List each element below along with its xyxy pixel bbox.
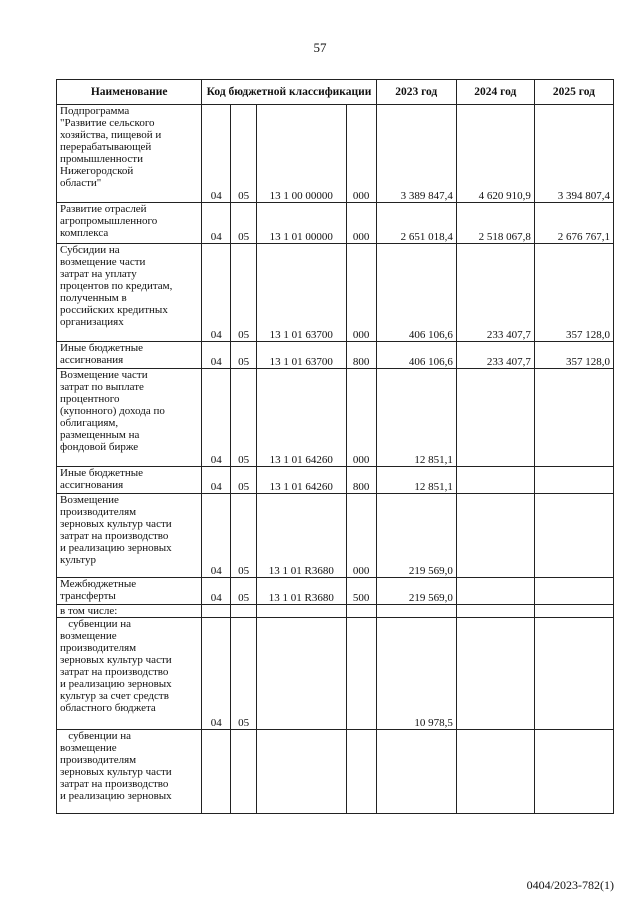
table-row [57,578,614,605]
code-target: 13 1 01 64260 [256,369,346,467]
row-name [57,618,202,730]
row-name-line: культур за счет средств [60,690,169,702]
code-subsection [231,605,257,618]
row-name-line: и реализацию зерновых [60,542,172,554]
row-name-line: производителям [60,506,137,518]
table-row [57,618,614,730]
code-expense-type: 000 [346,369,376,467]
row-name [57,203,202,244]
value-2024 [456,605,534,618]
row-name-line: Развитие отраслей [60,203,147,215]
row-name-line: субвенции на [60,618,132,630]
row-name-line: затрат по выплате [60,381,144,393]
value-2023: 219 569,0 [376,494,456,578]
row-name-line: зерновых культур части [60,766,172,778]
row-name [57,578,202,605]
code-target: 13 1 01 R3680 [256,578,346,605]
row-name-line: российских кредитных [60,304,168,316]
code-section: 04 [202,244,231,342]
row-name [57,342,202,369]
value-2024 [456,730,534,814]
code-subsection: 05 [231,494,257,578]
value-2025 [534,618,613,730]
value-2023: 12 851,1 [376,369,456,467]
row-name-line: зерновых культур части [60,654,172,666]
code-section: 04 [202,494,231,578]
row-name-line: производителям [60,642,137,654]
code-expense-type: 000 [346,203,376,244]
row-name-line: промышленности [60,153,143,165]
row-name-line: Возмещение части [60,369,148,381]
code-expense-type: 000 [346,494,376,578]
value-2024 [456,369,534,467]
code-expense-type: 000 [346,244,376,342]
code-subsection: 05 [231,369,257,467]
row-name-line: организациях [60,316,124,328]
row-name-line: затрат на уплату [60,268,137,280]
row-name-line: ассигнования [60,479,124,491]
value-2023 [376,730,456,814]
document-id: 0404/2023-782(1) [526,878,614,892]
code-subsection [231,730,257,814]
value-2023: 406 106,6 [376,244,456,342]
row-name-line: Подпрограмма [60,105,130,117]
table-row [57,494,614,578]
value-2025 [534,578,613,605]
row-name [57,244,202,342]
row-name [57,494,202,578]
row-name-line: хозяйства, пищевой и [60,129,162,141]
code-section: 04 [202,467,231,494]
row-name-line: Иные бюджетные [60,467,144,479]
code-target: 13 1 00 00000 [256,105,346,203]
row-name-line: "Развитие сельского [60,117,155,129]
value-2024: 233 407,7 [456,244,534,342]
row-name-line: в том числе: [60,605,118,617]
row-name [57,467,202,494]
row-name-line: возмещение части [60,256,146,268]
code-section: 04 [202,618,231,730]
code-subsection: 05 [231,467,257,494]
row-name-line: субвенции на [60,730,132,742]
row-name-line: полученным в [60,292,127,304]
value-2024 [456,467,534,494]
code-target: 13 1 01 R3680 [256,494,346,578]
value-2025: 3 394 807,4 [534,105,613,203]
row-name [57,105,202,203]
row-name [57,605,202,618]
budget-table [56,79,614,814]
table-row [57,342,614,369]
table-body [57,105,614,814]
row-name-line: и реализацию зерновых [60,790,172,802]
code-expense-type: 800 [346,342,376,369]
row-name-line: комплекса [60,227,109,239]
header-2024: 2024 год [456,80,534,105]
row-name-line: возмещение [60,742,117,754]
code-expense-type: 000 [346,105,376,203]
value-2023: 2 651 018,4 [376,203,456,244]
page-number: 57 [313,40,327,55]
row-name-line: процентного [60,393,120,405]
value-2023: 219 569,0 [376,578,456,605]
value-2025 [534,730,613,814]
table-row [57,105,614,203]
value-2024: 2 518 067,8 [456,203,534,244]
value-2023: 3 389 847,4 [376,105,456,203]
value-2023: 406 106,6 [376,342,456,369]
header-name: Наименование [57,80,202,105]
code-target [256,618,346,730]
code-section [202,730,231,814]
value-2025: 357 128,0 [534,244,613,342]
code-expense-type: 800 [346,467,376,494]
row-name [57,730,202,814]
table-row [57,730,614,814]
code-expense-type: 500 [346,578,376,605]
row-name-line: (купонного) дохода по [60,405,165,417]
row-name-line: Иные бюджетные [60,342,144,354]
row-name-line: возмещение [60,630,117,642]
row-name-line: перерабатывающей [60,141,152,153]
row-name-line: зерновых культур части [60,518,172,530]
code-expense-type [346,605,376,618]
code-subsection: 05 [231,203,257,244]
value-2025 [534,369,613,467]
code-subsection: 05 [231,342,257,369]
row-name-line: областного бюджета [60,702,156,714]
code-subsection: 05 [231,578,257,605]
value-2024 [456,494,534,578]
value-2023: 12 851,1 [376,467,456,494]
value-2025 [534,605,613,618]
table-row [57,467,614,494]
value-2023 [376,605,456,618]
header-2025: 2025 год [534,80,613,105]
code-target [256,605,346,618]
code-target [256,730,346,814]
row-name-line: процентов по кредитам, [60,280,173,292]
code-target: 13 1 01 63700 [256,342,346,369]
value-2025: 357 128,0 [534,342,613,369]
row-name-line: облигациям, [60,417,119,429]
code-section: 04 [202,369,231,467]
row-name-line: Нижегородской [60,165,134,177]
row-name-line: фондовой бирже [60,441,139,453]
value-2024: 233 407,7 [456,342,534,369]
code-section: 04 [202,342,231,369]
code-target: 13 1 01 00000 [256,203,346,244]
header-code: Код бюджетной классификации [202,80,376,105]
code-subsection: 05 [231,105,257,203]
code-section: 04 [202,203,231,244]
code-target: 13 1 01 63700 [256,244,346,342]
row-name-line: производителям [60,754,137,766]
header-2023: 2023 год [376,80,456,105]
value-2024 [456,578,534,605]
value-2024 [456,618,534,730]
row-name-line: ассигнования [60,354,124,366]
row-name-line: Возмещение [60,494,119,506]
row-name-line: размещенным на [60,429,140,441]
value-2023: 10 978,5 [376,618,456,730]
code-section: 04 [202,578,231,605]
row-name-line: затрат на производство [60,778,169,790]
code-subsection: 05 [231,244,257,342]
row-name-line: затрат на производство [60,530,169,542]
row-name [57,369,202,467]
code-target: 13 1 01 64260 [256,467,346,494]
table-header-row [57,80,614,105]
row-name-line: затрат на производство [60,666,169,678]
row-name-line: области" [60,177,102,189]
row-name-line: агропромышленного [60,215,158,227]
row-name-line: Межбюджетные [60,578,137,590]
code-subsection: 05 [231,618,257,730]
value-2025 [534,467,613,494]
table-row [57,605,614,618]
code-section: 04 [202,105,231,203]
table-row [57,203,614,244]
row-name-line: и реализацию зерновых [60,678,172,690]
row-name-line: трансферты [60,590,116,602]
code-section [202,605,231,618]
code-expense-type [346,618,376,730]
value-2024: 4 620 910,9 [456,105,534,203]
row-name-line: Субсидии на [60,244,120,256]
table-row [57,244,614,342]
code-expense-type [346,730,376,814]
value-2025 [534,494,613,578]
row-name-line: культур [60,554,96,566]
value-2025: 2 676 767,1 [534,203,613,244]
table-row [57,369,614,467]
